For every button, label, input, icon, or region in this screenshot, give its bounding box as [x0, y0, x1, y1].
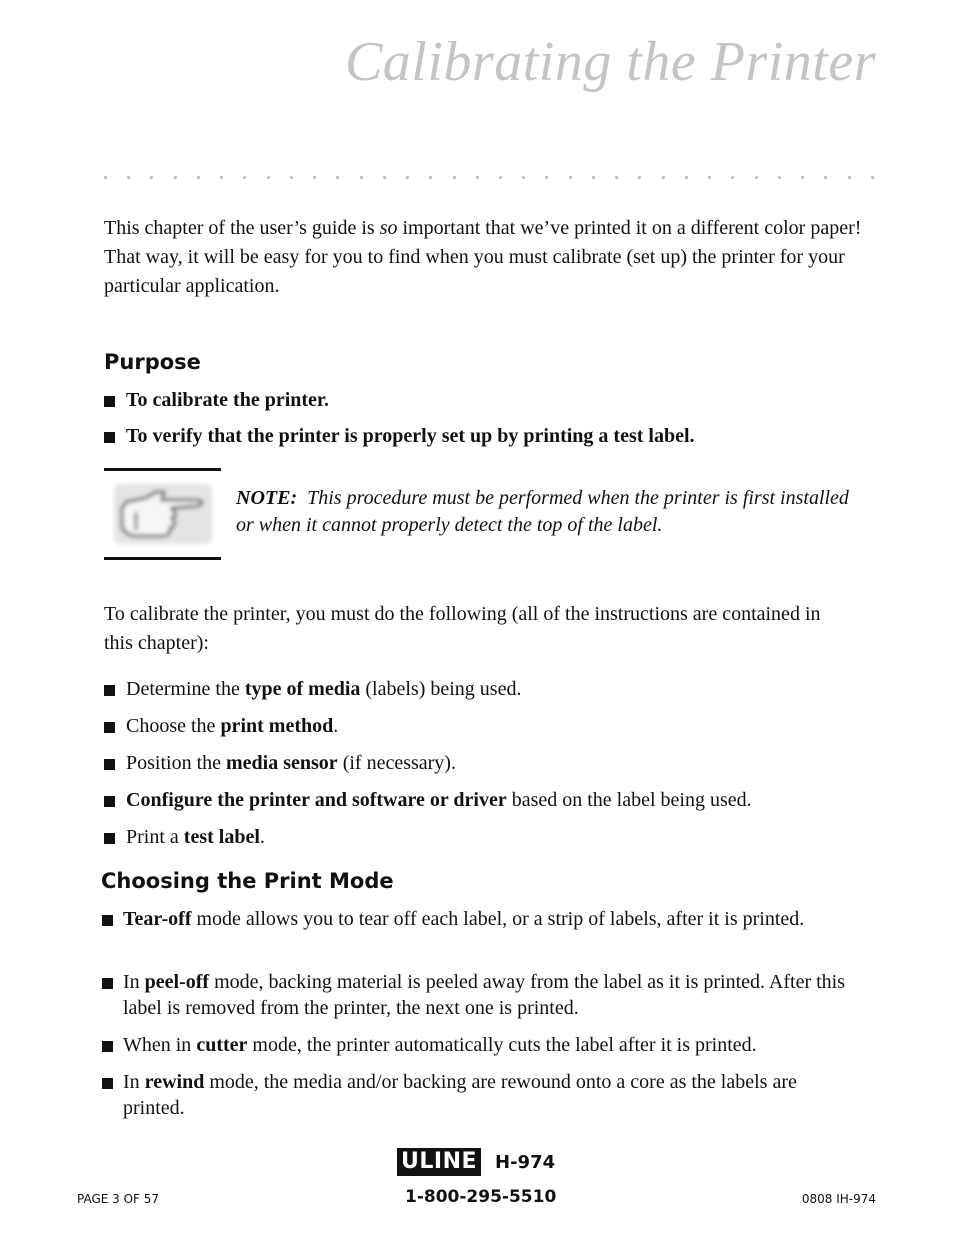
divider-dot — [522, 176, 525, 179]
bullet-square-icon — [104, 432, 115, 443]
divider-dot — [476, 176, 479, 179]
mode-text: In — [123, 971, 145, 993]
divider-dot — [569, 176, 572, 179]
purpose-list — [104, 389, 864, 461]
step-text: (if necessary). — [337, 752, 456, 774]
mode-text: When in — [123, 1034, 197, 1056]
divider-dot — [383, 176, 386, 179]
bullet-square-icon — [104, 685, 115, 696]
purpose-item — [104, 425, 864, 461]
calibrate-lead: To calibrate the printer, you must do the following (all of the instructions are contained in this chapter): — [104, 603, 821, 654]
divider-dot — [755, 176, 758, 179]
step-keyword: print method — [220, 715, 334, 737]
step-keyword: media sensor — [226, 752, 338, 774]
page-title: Calibrating the Printer — [344, 31, 876, 93]
divider-dot — [104, 176, 107, 179]
note-bottom-rule — [104, 557, 221, 560]
note-text: This procedure must be performed when the printer is first installed or when it cannot properly detect the top of the label. — [236, 487, 849, 536]
calibrate-step — [104, 752, 864, 789]
bullet-square-icon — [102, 1078, 113, 1089]
mode-item — [102, 906, 862, 969]
divider-dot — [662, 176, 665, 179]
mode-keyword: peel-off — [144, 971, 210, 993]
divider-dot — [592, 176, 595, 179]
intro-text-before: This chapter of the user’s guide is — [104, 217, 380, 239]
step-keyword: test label — [183, 826, 260, 848]
divider-dot — [197, 176, 200, 179]
divider-dot — [848, 176, 851, 179]
step-text: Print a — [126, 826, 184, 848]
divider-dot — [429, 176, 432, 179]
divider-dot — [360, 176, 363, 179]
mode-keyword: cutter — [196, 1034, 248, 1056]
divider-dot — [406, 176, 409, 179]
divider-dot — [150, 176, 153, 179]
divider-dot — [545, 176, 548, 179]
mode-text: mode, backing material is peeled away from the label as it is printed. After this label is removed from the printer, the next one is printed. — [123, 971, 846, 1019]
step-text: (labels) being used. — [360, 678, 522, 700]
mode-text: In — [123, 1071, 145, 1093]
page-number: PAGE 3 OF 57 — [77, 1192, 160, 1206]
bullet-square-icon — [104, 396, 115, 407]
mode-text: mode, the media and/or backing are rewound onto a core as the labels are printed. — [123, 1071, 797, 1119]
step-text: Determine the — [126, 678, 245, 700]
divider-dot — [615, 176, 618, 179]
divider-dot — [243, 176, 246, 179]
calibrate-step — [104, 826, 864, 863]
bullet-square-icon — [104, 833, 115, 844]
bullet-square-icon — [104, 796, 115, 807]
mode-text: mode, the printer automatically cuts the label after it is printed. — [247, 1034, 757, 1056]
note-text-block — [236, 485, 856, 539]
mode-item — [102, 1032, 862, 1069]
mode-keyword: rewind — [144, 1071, 205, 1093]
divider-dot — [336, 176, 339, 179]
bullet-square-icon — [104, 722, 115, 733]
intro-text-after: important that we’ve printed it on a different color paper! That way, it will be easy for you to find when you must calibrate (set up) the printer for your particular application. — [104, 217, 862, 297]
purpose-item — [104, 389, 864, 425]
divider-dot — [174, 176, 177, 179]
purpose-heading: Purpose — [104, 350, 201, 374]
divider-dot — [290, 176, 293, 179]
divider-dot — [267, 176, 270, 179]
mode-list — [102, 906, 862, 1132]
intro-emphasis: so — [379, 217, 398, 239]
pointing-hand-icon — [112, 478, 216, 550]
calibrate-steps-list — [104, 678, 864, 863]
divider-dot — [871, 176, 874, 179]
footer-brand — [397, 1148, 555, 1176]
note-label: NOTE: — [236, 487, 298, 509]
calibrate-step — [104, 715, 864, 752]
step-text: . — [333, 715, 339, 737]
divider-dot — [127, 176, 130, 179]
divider-dot — [708, 176, 711, 179]
note-top-rule — [104, 468, 221, 471]
divider-dot — [313, 176, 316, 179]
phone-number: 1-800-295-5510 — [405, 1187, 557, 1207]
calibrate-step — [104, 789, 864, 826]
bullet-square-icon — [102, 978, 113, 989]
mode-text: mode allows you to tear off each label, or a strip of labels, after it is printed. — [191, 908, 805, 930]
divider-dot — [499, 176, 502, 179]
step-keyword: type of media — [244, 678, 361, 700]
step-keyword: Configure the printer and software or driver — [126, 789, 507, 811]
bullet-square-icon — [102, 1041, 113, 1052]
bullet-square-icon — [104, 759, 115, 770]
divider-dot — [778, 176, 781, 179]
dotted-divider — [104, 168, 874, 186]
divider-dot — [731, 176, 734, 179]
step-text: . — [259, 826, 265, 848]
document-code: 0808 IH-974 — [801, 1192, 876, 1206]
purpose-item-text: To verify that the printer is properly set up by printing a test label. — [126, 425, 695, 447]
model-number: H-974 — [495, 1151, 556, 1173]
step-text: Choose the — [126, 715, 221, 737]
divider-dot — [685, 176, 688, 179]
divider-dot — [220, 176, 223, 179]
bullet-square-icon — [102, 915, 113, 926]
step-text: based on the label being used. — [506, 789, 752, 811]
mode-item — [102, 969, 862, 1032]
divider-dot — [638, 176, 641, 179]
divider-dot — [801, 176, 804, 179]
mode-item — [102, 1069, 862, 1132]
calibrate-step — [104, 678, 864, 715]
purpose-item-text: To calibrate the printer. — [126, 389, 329, 411]
uline-logo: ULINE — [397, 1148, 481, 1176]
print-mode-heading: Choosing the Print Mode — [101, 869, 394, 893]
divider-dot — [824, 176, 827, 179]
intro-paragraph — [104, 214, 864, 301]
mode-keyword: Tear-off — [123, 908, 192, 930]
step-text: Position the — [126, 752, 227, 774]
divider-dot — [453, 176, 456, 179]
